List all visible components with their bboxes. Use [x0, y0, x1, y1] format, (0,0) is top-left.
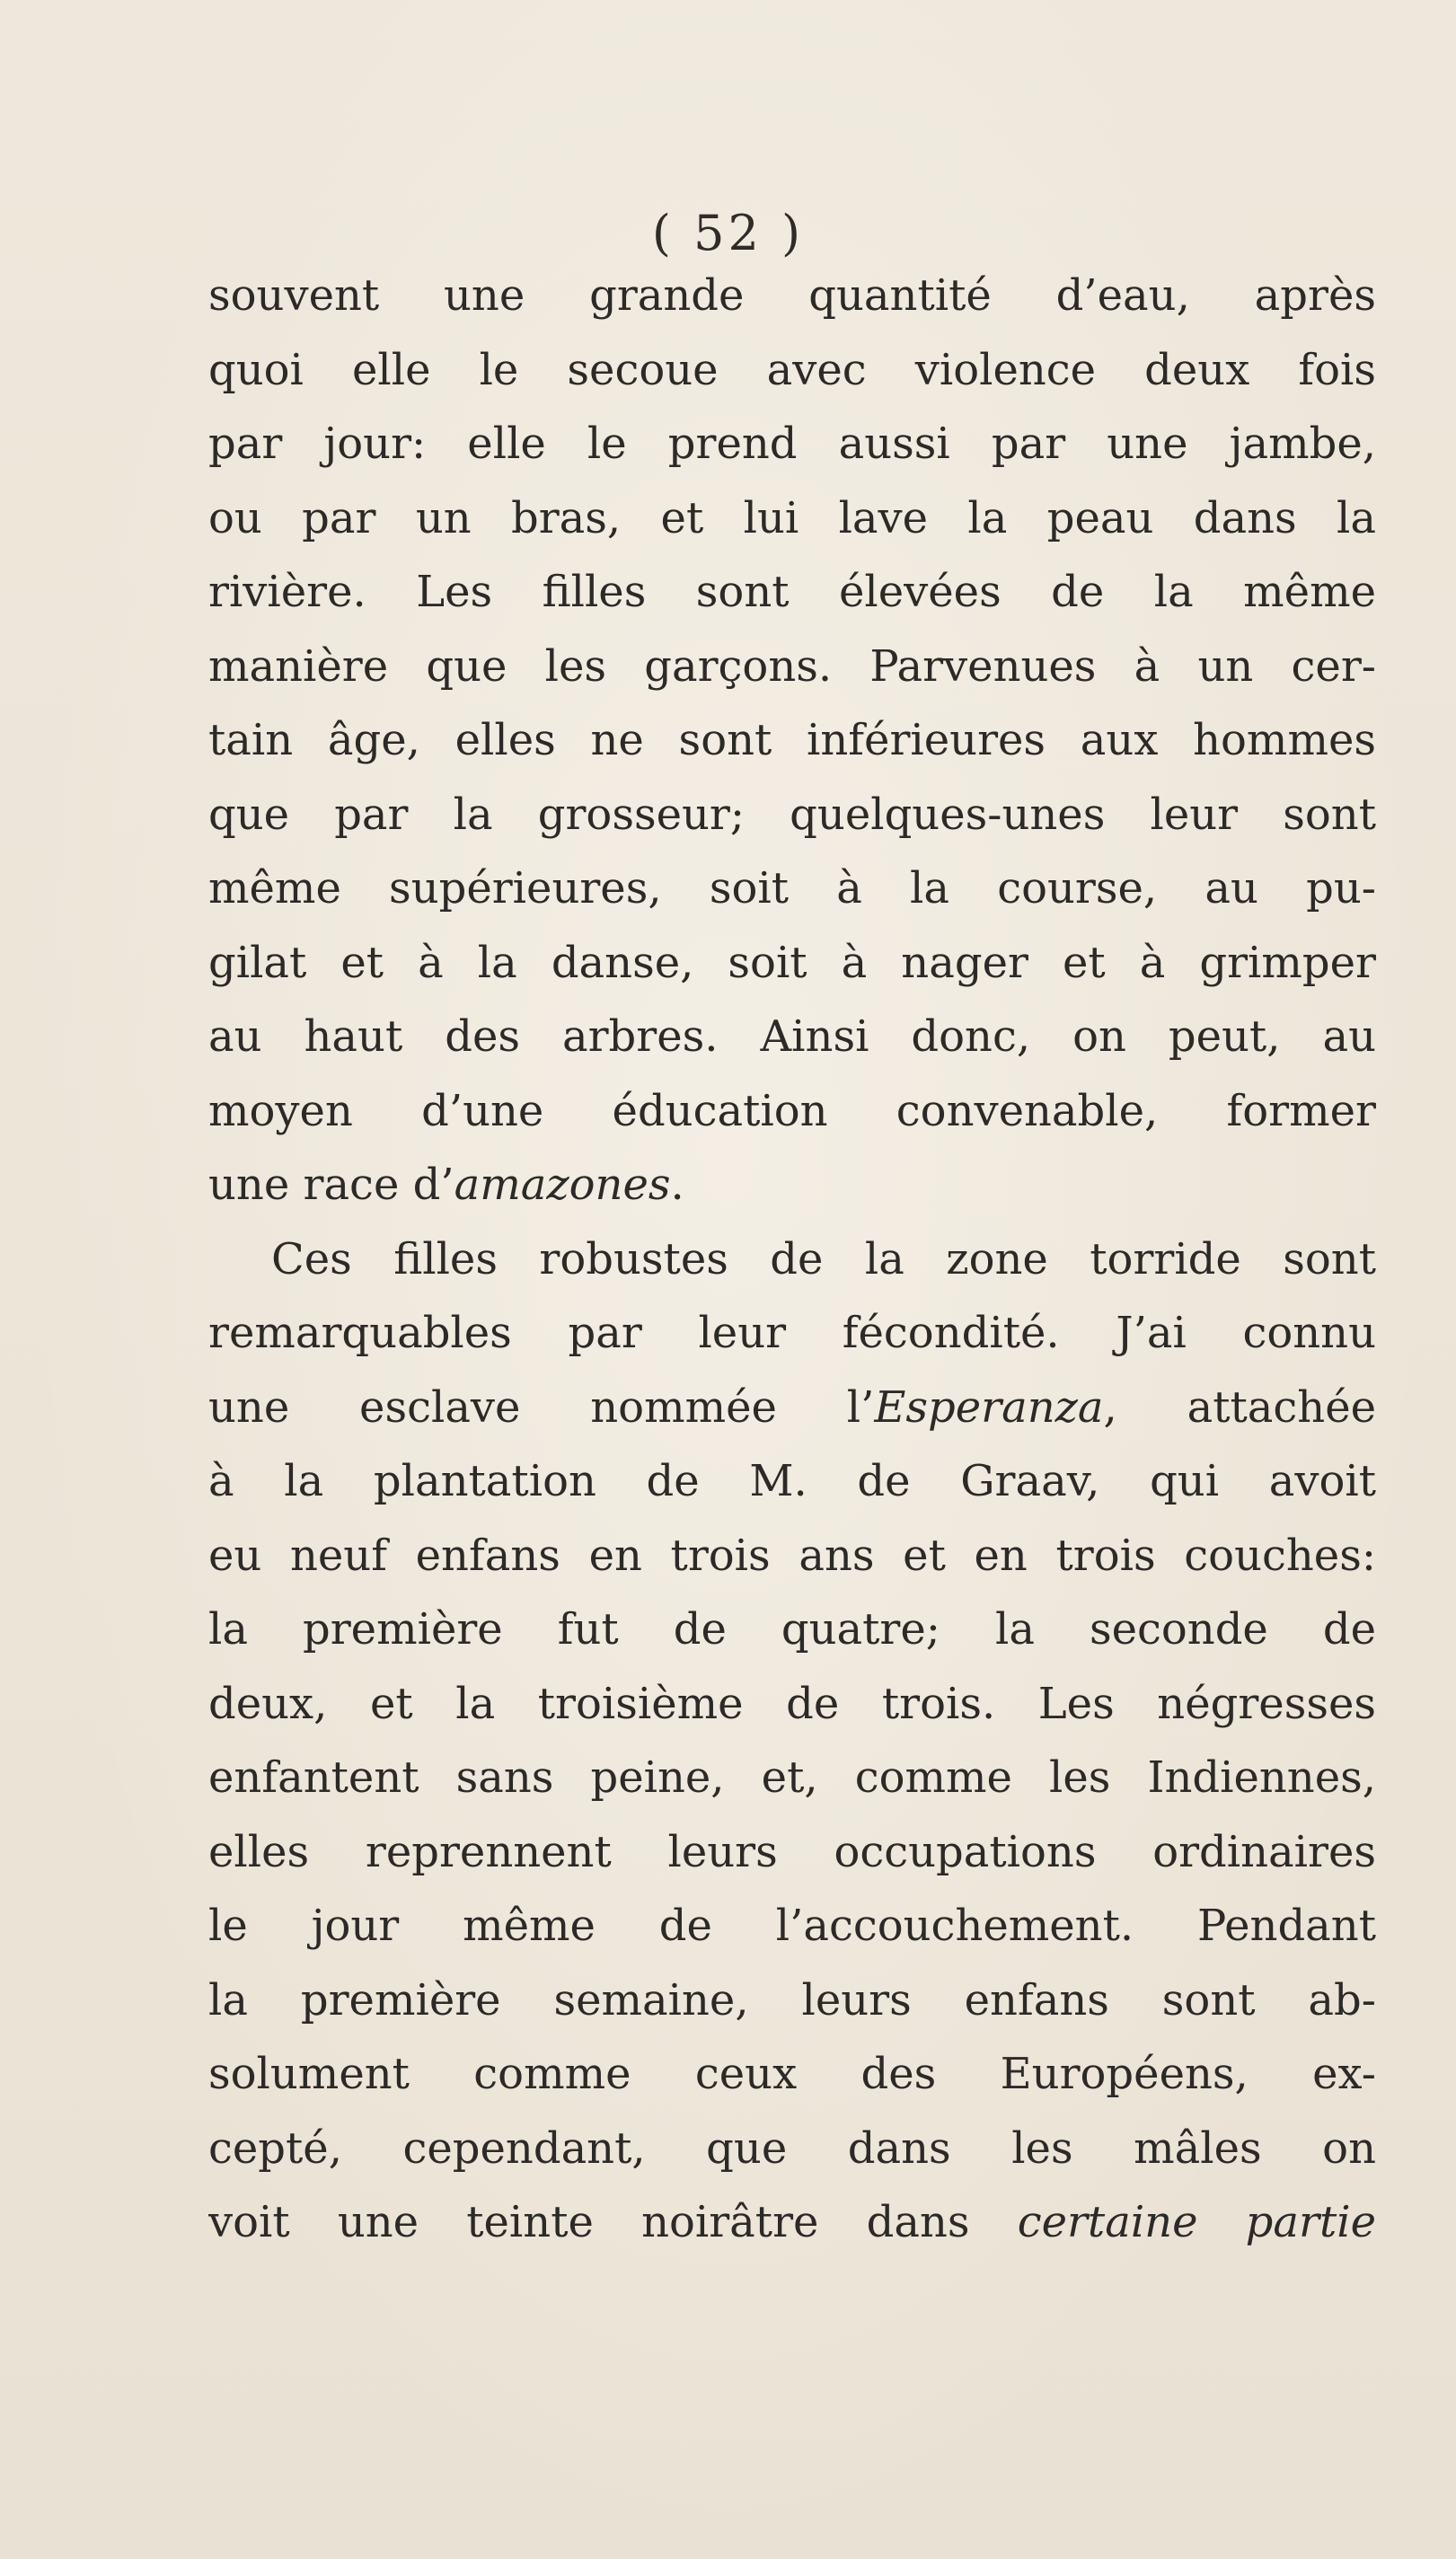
text-segment: une race d’: [208, 1160, 454, 1210]
text-line: [208, 1296, 1376, 1371]
text-line: [208, 2112, 1376, 2186]
text-segment: deux, et la troisième de trois. Les négresses: [208, 1678, 1376, 1729]
text-segment: la première semaine, leurs enfans sont ab-: [208, 1974, 1376, 2025]
text-line: [208, 1371, 1376, 1445]
text-segment: rivière. Les filles sont élevées de la même: [208, 567, 1376, 617]
text-line: [208, 1000, 1376, 1074]
text-line: [208, 2185, 1376, 2260]
text-segment: par jour: elle le prend aussi par une jambe,: [208, 419, 1376, 469]
italic-text: Esperanza: [874, 1381, 1104, 1433]
text-segment: gilat et à la danse, soit à nager et à grimper: [208, 937, 1376, 988]
text-segment: souvent une grande quantité d’eau, après: [208, 270, 1376, 321]
text-segment: à la plantation de M. de Graav, qui avoit: [208, 1456, 1376, 1506]
text-segment: , attachée: [1103, 1381, 1376, 1433]
text-segment: remarquables par leur fécondité. J’ai connu: [208, 1308, 1376, 1358]
text-line: [208, 481, 1376, 556]
text-line: [208, 259, 1376, 333]
text-line: [208, 778, 1376, 852]
text-line: [208, 1074, 1376, 1149]
text-segment: même supérieures, soit à la course, au pu-: [208, 863, 1376, 913]
text-line: [208, 1889, 1376, 1963]
text-segment: enfantent sans peine, et, comme les Indiennes,: [208, 1752, 1376, 1803]
text-segment: une esclave nommée l’: [208, 1381, 875, 1433]
text-segment: ou par un bras, et lui lave la peau dans la: [208, 492, 1376, 543]
text-segment: manière que les garçons. Parvenues à un cer-: [208, 640, 1376, 692]
text-segment: elles reprennent leurs occupations ordinaires: [208, 1826, 1376, 1877]
text-segment: quoi elle le secoue avec violence deux fois: [208, 344, 1376, 395]
text-line: [208, 333, 1376, 408]
text-segment: solument comme ceux des Européens, ex-: [208, 2049, 1376, 2099]
text-line: [208, 630, 1376, 704]
text-segment: le jour même de l’accouchement. Pendant: [208, 1901, 1376, 1951]
text-line: [208, 2037, 1376, 2112]
text-segment: au haut des arbres. Ainsi donc, on peut, au: [208, 1011, 1376, 1062]
text-line: [208, 1815, 1376, 1890]
text-line: [208, 926, 1376, 1001]
text-line: [208, 1222, 1376, 1297]
text-line: [208, 1963, 1376, 2038]
text-segment: cepté, cependant, que dans les mâles on: [208, 2122, 1376, 2174]
text-segment: que par la grosseur; quelques-unes leur sont: [208, 789, 1376, 840]
text-line: [208, 703, 1376, 778]
text-line: [208, 1519, 1376, 1593]
text-segment: la première fut de quatre; la seconde de: [208, 1604, 1376, 1655]
text-line: [208, 1741, 1376, 1815]
text-segment: moyen d’une éducation convenable, former: [208, 1085, 1376, 1136]
text-segment: eu neuf enfans en trois ans et en trois couches:: [208, 1530, 1376, 1581]
text-line: [208, 1444, 1376, 1519]
body-text: [208, 259, 1376, 2260]
text-line: [208, 407, 1376, 481]
text-segment: .: [670, 1160, 684, 1210]
text-segment: voit une teinte noirâtre dans: [208, 2197, 1018, 2247]
text-line: [208, 1148, 1376, 1222]
text-segment: Ces filles robustes de la zone torride sont: [271, 1233, 1376, 1284]
text-line: [208, 1667, 1376, 1742]
text-line: [208, 852, 1376, 926]
text-line: [208, 1593, 1376, 1667]
italic-text: amazones: [454, 1160, 671, 1210]
text-segment: tain âge, elles ne sont inférieures aux hommes: [208, 715, 1376, 765]
italic-text: certaine partie: [1017, 2197, 1376, 2247]
page-number: ( 52 ): [651, 205, 805, 261]
text-line: [208, 555, 1376, 630]
